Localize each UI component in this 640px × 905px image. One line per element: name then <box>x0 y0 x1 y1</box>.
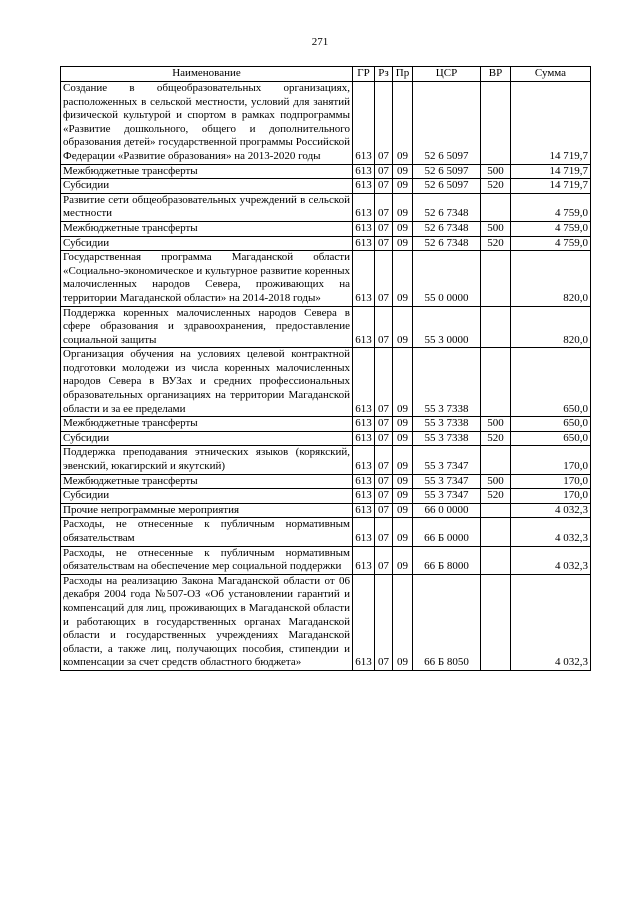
row-pr-cell: 09 <box>393 518 413 546</box>
table-row <box>61 474 591 489</box>
row-sum-cell: 14 719,7 <box>511 164 591 179</box>
row-pr-cell: 09 <box>393 179 413 194</box>
row-rz-cell: 07 <box>375 417 393 432</box>
row-name-cell: Расходы, не отнесенные к публичным нормативным обязательствам на обеспечение мер социальной поддержки <box>61 546 353 574</box>
table-row <box>61 236 591 251</box>
row-name-cell: Межбюджетные трансферты <box>61 474 353 489</box>
row-pr-cell: 09 <box>393 236 413 251</box>
row-sum-cell: 4 032,3 <box>511 574 591 670</box>
row-gr-cell: 613 <box>353 236 375 251</box>
row-rz-cell: 07 <box>375 546 393 574</box>
row-vr-cell <box>481 446 511 474</box>
table-row <box>61 417 591 432</box>
row-pr-cell: 09 <box>393 306 413 348</box>
row-gr-cell: 613 <box>353 546 375 574</box>
row-name-cell: Субсидии <box>61 489 353 504</box>
row-pr-cell: 09 <box>393 489 413 504</box>
row-rz-cell: 07 <box>375 474 393 489</box>
row-vr-cell <box>481 546 511 574</box>
table-row <box>61 82 591 165</box>
row-sum-cell: 170,0 <box>511 446 591 474</box>
page-number: 271 <box>311 36 329 48</box>
row-vr-cell: 520 <box>481 431 511 446</box>
table-row <box>61 179 591 194</box>
row-sum-cell: 820,0 <box>511 306 591 348</box>
table-row <box>61 503 591 518</box>
row-csr-cell: 52 6 5097 <box>413 164 481 179</box>
row-name-cell: Создание в общеобразовательных организациях, расположенных в сельской местности, условий для занятий физической культурой и спортом в рамках подпрограммы «Развитие дошкольного, общего и дополнительного образования детей» государственной программы Российской Федерации «Развитие образования» на 2013-2020 годы <box>61 82 353 165</box>
row-csr-cell: 55 3 7347 <box>413 474 481 489</box>
row-vr-cell <box>481 574 511 670</box>
row-gr-cell: 613 <box>353 474 375 489</box>
row-csr-cell: 66 Б 8000 <box>413 546 481 574</box>
row-gr-cell: 613 <box>353 193 375 221</box>
column-header-sum: Сумма <box>511 67 591 82</box>
table-row <box>61 518 591 546</box>
row-csr-cell: 55 3 7338 <box>413 417 481 432</box>
row-pr-cell: 09 <box>393 348 413 417</box>
row-sum-cell: 4 032,3 <box>511 503 591 518</box>
row-rz-cell: 07 <box>375 251 393 306</box>
row-name-cell: Субсидии <box>61 179 353 194</box>
table-row <box>61 348 591 417</box>
row-csr-cell: 55 3 7338 <box>413 431 481 446</box>
table-row <box>61 489 591 504</box>
row-pr-cell: 09 <box>393 82 413 165</box>
row-rz-cell: 07 <box>375 489 393 504</box>
row-sum-cell: 650,0 <box>511 431 591 446</box>
row-sum-cell: 4 032,3 <box>511 518 591 546</box>
row-pr-cell: 09 <box>393 251 413 306</box>
table-row <box>61 164 591 179</box>
table-row <box>61 574 591 670</box>
table-row <box>61 446 591 474</box>
row-name-cell: Государственная программа Магаданской области «Социально-экономическое и культурное развитие коренных малочисленных народов Севера, проживающих на территории Магаданской области» на 2014-2018 годы» <box>61 251 353 306</box>
table-body <box>61 82 591 671</box>
row-gr-cell: 613 <box>353 348 375 417</box>
table-row <box>61 306 591 348</box>
row-name-cell: Межбюджетные трансферты <box>61 164 353 179</box>
row-sum-cell: 4 759,0 <box>511 236 591 251</box>
row-sum-cell: 14 719,7 <box>511 179 591 194</box>
column-header-name: Наименование <box>61 67 353 82</box>
row-rz-cell: 07 <box>375 164 393 179</box>
row-vr-cell <box>481 348 511 417</box>
row-gr-cell: 613 <box>353 82 375 165</box>
row-csr-cell: 55 3 7347 <box>413 446 481 474</box>
row-vr-cell <box>481 193 511 221</box>
row-sum-cell: 170,0 <box>511 489 591 504</box>
row-gr-cell: 613 <box>353 251 375 306</box>
row-csr-cell: 52 6 7348 <box>413 221 481 236</box>
row-csr-cell: 52 6 5097 <box>413 82 481 165</box>
row-vr-cell: 520 <box>481 489 511 504</box>
row-pr-cell: 09 <box>393 193 413 221</box>
row-vr-cell: 500 <box>481 417 511 432</box>
row-name-cell: Расходы, не отнесенные к публичным нормативным обязательствам <box>61 518 353 546</box>
row-rz-cell: 07 <box>375 348 393 417</box>
column-header-rz: Рз <box>375 67 393 82</box>
row-rz-cell: 07 <box>375 503 393 518</box>
row-rz-cell: 07 <box>375 518 393 546</box>
row-vr-cell: 500 <box>481 221 511 236</box>
row-pr-cell: 09 <box>393 221 413 236</box>
row-rz-cell: 07 <box>375 179 393 194</box>
row-gr-cell: 613 <box>353 306 375 348</box>
column-header-vr: ВР <box>481 67 511 82</box>
row-rz-cell: 07 <box>375 82 393 165</box>
row-pr-cell: 09 <box>393 164 413 179</box>
row-vr-cell <box>481 503 511 518</box>
row-gr-cell: 613 <box>353 417 375 432</box>
column-header-gr: ГР <box>353 67 375 82</box>
row-name-cell: Субсидии <box>61 236 353 251</box>
row-gr-cell: 613 <box>353 503 375 518</box>
row-pr-cell: 09 <box>393 546 413 574</box>
row-name-cell: Субсидии <box>61 431 353 446</box>
row-csr-cell: 52 6 5097 <box>413 179 481 194</box>
budget-table <box>60 66 591 671</box>
row-gr-cell: 613 <box>353 574 375 670</box>
row-sum-cell: 820,0 <box>511 251 591 306</box>
row-csr-cell: 52 6 7348 <box>413 236 481 251</box>
row-name-cell: Межбюджетные трансферты <box>61 417 353 432</box>
row-name-cell: Развитие сети общеобразовательных учреждений в сельской местности <box>61 193 353 221</box>
row-vr-cell: 520 <box>481 179 511 194</box>
row-vr-cell <box>481 518 511 546</box>
row-csr-cell: 55 3 7338 <box>413 348 481 417</box>
row-sum-cell: 14 719,7 <box>511 82 591 165</box>
row-gr-cell: 613 <box>353 431 375 446</box>
row-pr-cell: 09 <box>393 417 413 432</box>
table-header-row <box>61 67 591 82</box>
row-csr-cell: 55 3 7347 <box>413 489 481 504</box>
row-csr-cell: 52 6 7348 <box>413 193 481 221</box>
row-pr-cell: 09 <box>393 574 413 670</box>
row-gr-cell: 613 <box>353 221 375 236</box>
row-rz-cell: 07 <box>375 221 393 236</box>
row-gr-cell: 613 <box>353 518 375 546</box>
row-vr-cell <box>481 251 511 306</box>
row-vr-cell: 500 <box>481 474 511 489</box>
row-name-cell: Поддержка преподавания этнических языков (корякский, эвенский, юкагирский и якутский) <box>61 446 353 474</box>
row-rz-cell: 07 <box>375 574 393 670</box>
row-rz-cell: 07 <box>375 193 393 221</box>
row-csr-cell: 55 0 0000 <box>413 251 481 306</box>
table-row <box>61 221 591 236</box>
row-name-cell: Расходы на реализацию Закона Магаданской области от 06 декабря 2004 года №507-ОЗ «Об установлении гарантий и компенсаций для лиц, проживающих в Магаданской области и работающих в государственных органах Магаданской области и государственных учреждениях Магаданской области, а также лиц, получающих пособия, стипендии и компенсации за счет средств областного бюджета» <box>61 574 353 670</box>
row-vr-cell: 520 <box>481 236 511 251</box>
row-rz-cell: 07 <box>375 446 393 474</box>
table-row <box>61 431 591 446</box>
row-sum-cell: 650,0 <box>511 417 591 432</box>
row-name-cell: Организация обучения на условиях целевой контрактной подготовки молодежи из числа коренных малочисленных народов Севера в ВУЗах и средних профессиональных образовательных организациях на территории Магаданской области и за ее пределами <box>61 348 353 417</box>
row-name-cell: Поддержка коренных малочисленных народов Севера в сфере образования и здравоохранения, предоставление социальной защиты <box>61 306 353 348</box>
row-name-cell: Межбюджетные трансферты <box>61 221 353 236</box>
row-sum-cell: 650,0 <box>511 348 591 417</box>
column-header-csr: ЦСР <box>413 67 481 82</box>
row-pr-cell: 09 <box>393 446 413 474</box>
row-vr-cell <box>481 306 511 348</box>
row-csr-cell: 55 3 0000 <box>413 306 481 348</box>
table-row <box>61 251 591 306</box>
row-rz-cell: 07 <box>375 306 393 348</box>
row-gr-cell: 613 <box>353 179 375 194</box>
row-gr-cell: 613 <box>353 446 375 474</box>
row-sum-cell: 4 759,0 <box>511 221 591 236</box>
column-header-pr: Пр <box>393 67 413 82</box>
table-row <box>61 546 591 574</box>
row-vr-cell: 500 <box>481 164 511 179</box>
row-rz-cell: 07 <box>375 431 393 446</box>
row-pr-cell: 09 <box>393 431 413 446</box>
row-sum-cell: 4 759,0 <box>511 193 591 221</box>
row-sum-cell: 170,0 <box>511 474 591 489</box>
row-gr-cell: 613 <box>353 489 375 504</box>
row-csr-cell: 66 0 0000 <box>413 503 481 518</box>
row-name-cell: Прочие непрограммные мероприятия <box>61 503 353 518</box>
row-vr-cell <box>481 82 511 165</box>
row-rz-cell: 07 <box>375 236 393 251</box>
row-pr-cell: 09 <box>393 503 413 518</box>
row-csr-cell: 66 Б 0000 <box>413 518 481 546</box>
table-row <box>61 193 591 221</box>
row-csr-cell: 66 Б 8050 <box>413 574 481 670</box>
row-sum-cell: 4 032,3 <box>511 546 591 574</box>
row-pr-cell: 09 <box>393 474 413 489</box>
row-gr-cell: 613 <box>353 164 375 179</box>
